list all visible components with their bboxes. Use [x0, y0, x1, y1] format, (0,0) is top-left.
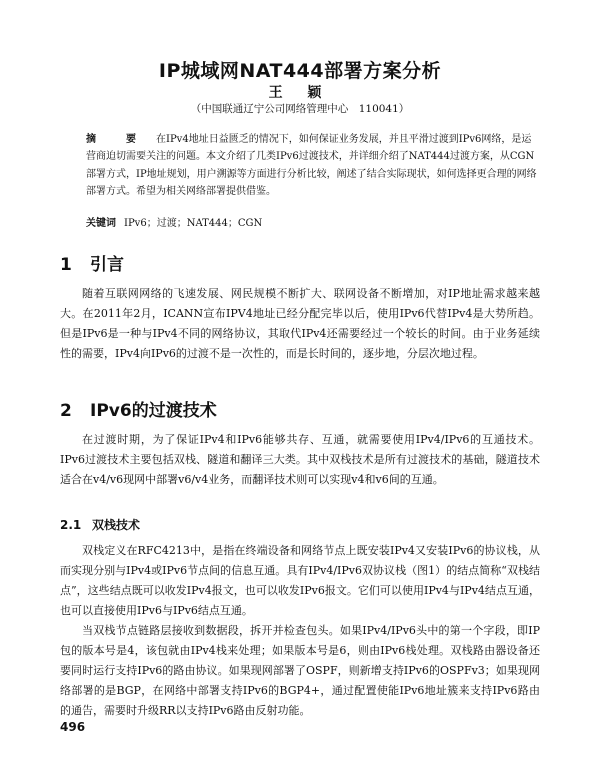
- abstract-text: 在IPv4地址日益匮乏的情况下，如何保证业务发展，并且平滑过渡到IPv6网络，是运营商迫切需要关注的问题。本文介绍了几类IPv6过渡技术，并详细介绍了NAT444过渡方案，从CGN部署方式，IP地址规划，用户溯源等方面进行分析比较，阐述了结合实际现状，如何选择更合理的网络部署方式。希望为相关网络部署提供借鉴。: [86, 134, 537, 198]
- paragraph: 双栈定义在RFC4213中，是指在终端设备和网络节点上既安装IPv4又安装IPv6的协议栈，从而实现分别与IPv4或IPv6节点间的信息互通。具有IPv4/IPv6双协议栈（图1）的结点简称“双栈结点”，这些结点既可以收发IPv4报文，也可以收发IPv6报文。它们可以使用IPv4与IPv4结点互通，也可以直接使用IPv6与IPv6结点互通。: [60, 544, 540, 617]
- paragraph: 在过渡时期，为了保证IPv4和IPv6能够共存、互通，就需要使用IPv4/IPv6的互通技术。IPv6过渡技术主要包括双栈、隧道和翻译三大类。其中双栈技术是所有过渡技术的基础，隧道技术适合在v4/v6现网中部署v6/v4业务，而翻译技术则可以实现v4和v6间的互通。: [60, 433, 540, 486]
- abstract-label: 摘 要: [86, 134, 146, 145]
- subsection-heading-dual-stack: [60, 516, 140, 533]
- paper-title: IP城域网NAT444部署方案分析: [158, 60, 442, 82]
- keywords-label: 关键词: [86, 218, 116, 229]
- abstract: [86, 131, 540, 201]
- page-number: 496: [60, 720, 86, 734]
- subsection-number: 2.1: [60, 518, 82, 532]
- section-title: 引言: [90, 255, 124, 275]
- subsection-title: 双栈技术: [92, 518, 141, 532]
- author-name: 王 颖: [268, 85, 332, 101]
- section-number: 2: [60, 401, 72, 421]
- section-number: 1: [60, 255, 72, 275]
- section-heading-introduction: [60, 250, 124, 275]
- keywords: [86, 214, 540, 229]
- section-heading-ipv6-transition: [60, 396, 217, 421]
- paragraph: 当双栈节点链路层接收到数据段，拆开并检查包头。如果IPv4/IPv6头中的第一个字段，即IP包的版本号是4，该包就由IPv4栈来处理；如果版本号是6，则由IPv6栈处理。双栈路由器设备还要同时运行支持IPv6的路由协议。如果现网部署了OSPF，则新增支持IPv6的OSPFv3；如果现网络部署的是BGP，在网络中部署支持IPv6的BGP4+，通过配置使能IPv6地址簇来支持IPv6路由的通告，需要时升级RR以支持IPv6路由反射功能。: [60, 624, 540, 717]
- paragraph: 随着互联网网络的飞速发展、网民规模不断扩大、联网设备不断增加，对IP地址需求越来越大。在2011年2月，ICANN宣布IPV4地址已经分配完毕以后，使用IPv6代替IPv4是大势所趋。但是IPv6是一种与IPv4不同的网络协议，其取代IPv4还需要经过一个较长的时间。由于业务延续性的需要，IPv4向IPv6的过渡不是一次性的，而是长时间的，逐步地，分层次地过程。: [60, 287, 540, 360]
- author-affiliation: （中国联通辽宁公司网络管理中心 110041）: [190, 103, 410, 115]
- keywords-text: IPv6；过渡；NAT444；CGN: [124, 218, 263, 229]
- section-title: IPv6的过渡技术: [90, 401, 217, 421]
